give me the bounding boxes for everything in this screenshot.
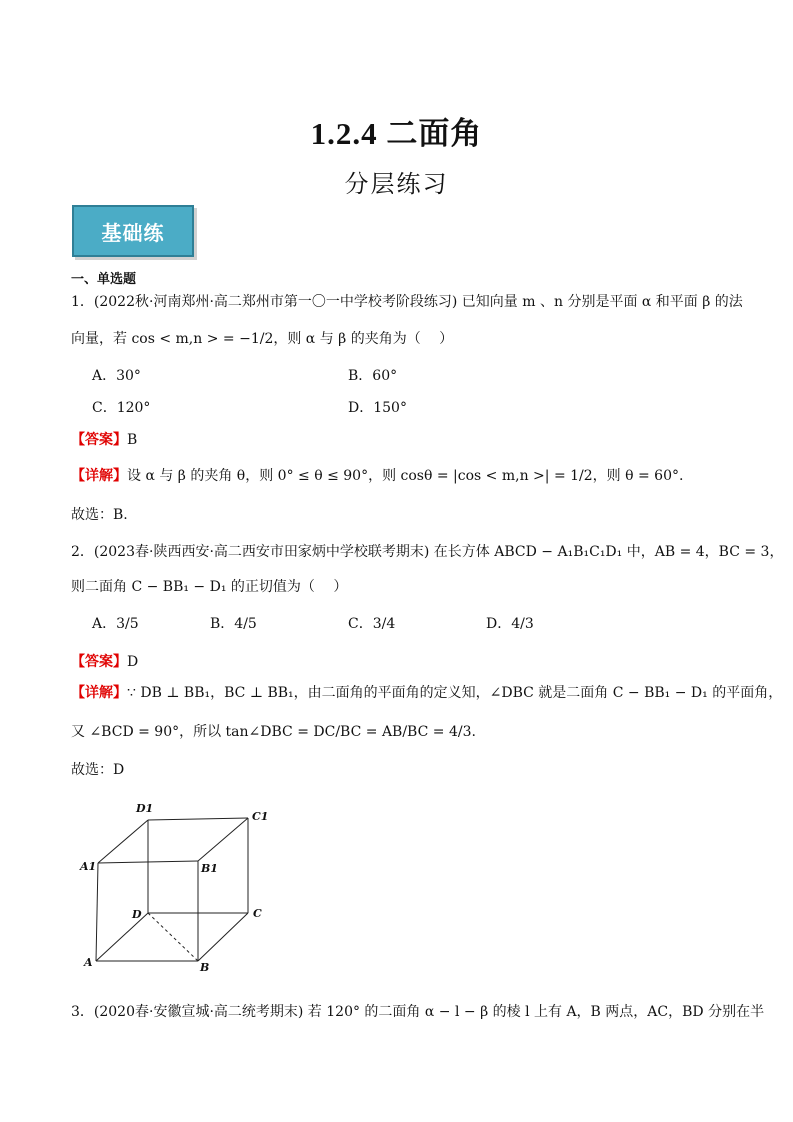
edge-b1c1 xyxy=(198,818,248,861)
q2-answer xyxy=(71,652,138,672)
q1-option-d: D．150° xyxy=(348,400,407,416)
q3-stem-line1: 3．(2020春·安徽宣城·高二统考期末) 若 120° 的二面角 α − l − β 的棱 l 上有 A，B 两点，AC，BD 分别在半 xyxy=(71,1004,765,1020)
answer-tag: 【答案】 xyxy=(71,654,127,670)
q1-detail xyxy=(71,466,683,486)
page-title: 1.2.4 二面角 xyxy=(310,116,483,151)
label-d1: D1 xyxy=(136,802,154,815)
q2-detail-text1: ∵ DB ⊥ BB₁，BC ⊥ BB₁，由二面角的平面角的定义知，∠DBC 就是二面角 C − BB₁ − D₁ 的平面角， xyxy=(127,685,783,701)
label-d: D xyxy=(132,908,142,921)
edge-db-dashed xyxy=(148,913,198,961)
answer-tag: 【答案】 xyxy=(71,432,127,448)
q2-detail-line2: 又 ∠BCD = 90°，所以 tan∠DBC = DC/BC = AB/BC = 4/3. xyxy=(71,724,476,740)
q2-answer-value: D xyxy=(127,654,139,670)
label-c: C xyxy=(253,907,262,920)
edge-d1c1 xyxy=(148,818,248,820)
edge-bc xyxy=(198,913,248,961)
q2-detail-line1 xyxy=(71,683,782,703)
q2-option-b: B．4/5 xyxy=(210,616,257,632)
q2-stem-line1: 2．(2023春·陕西西安·高二西安市田家炳中学校联考期末) 在长方体 ABCD − A₁B₁C₁D₁ 中，AB = 4，BC = 3， xyxy=(71,544,784,560)
label-b: B xyxy=(200,961,210,974)
cuboid-figure xyxy=(78,798,278,978)
label-c1: C1 xyxy=(252,810,269,823)
q1-stem-line1: 1．(2022秋·河南郑州·高二郑州市第一〇一中学校考阶段练习) 已知向量 m 、n 分别是平面 α 和平面 β 的法 xyxy=(71,294,743,310)
label-a: A xyxy=(84,956,93,969)
q1-option-a: A．30° xyxy=(92,368,141,384)
edge-aa1 xyxy=(96,863,98,961)
q1-answer xyxy=(71,430,137,450)
q1-option-b: B．60° xyxy=(348,368,398,384)
q2-option-a: A．3/5 xyxy=(92,616,139,632)
q2-conclusion: 故选：D xyxy=(71,762,125,778)
q1-conclusion: 故选：B. xyxy=(71,507,128,523)
edge-a1d1 xyxy=(98,820,148,863)
level-badge: 基础练 xyxy=(72,205,194,257)
q2-option-c: C．3/4 xyxy=(348,616,396,632)
label-a1: A1 xyxy=(80,860,97,873)
q1-detail-text: 设 α 与 β 的夹角 θ，则 0° ≤ θ ≤ 90°，则 cosθ = |cos < m,n >| = 1/2，则 θ = 60°. xyxy=(127,468,684,484)
q2-stem-line2: 则二面角 C − BB₁ − D₁ 的正切值为（ ） xyxy=(71,579,348,595)
q1-answer-value: B xyxy=(127,432,138,448)
page-subtitle: 分层练习 xyxy=(344,170,449,198)
detail-tag: 【详解】 xyxy=(71,468,127,484)
section-heading: 一、单选题 xyxy=(71,272,137,287)
q1-option-c: C．120° xyxy=(92,400,151,416)
detail-tag: 【详解】 xyxy=(71,685,127,701)
q1-stem-line2: 向量，若 cos < m,n > = −1/2，则 α 与 β 的夹角为（ ） xyxy=(71,331,454,347)
label-b1: B1 xyxy=(201,862,218,875)
q2-option-d: D．4/3 xyxy=(486,616,534,632)
